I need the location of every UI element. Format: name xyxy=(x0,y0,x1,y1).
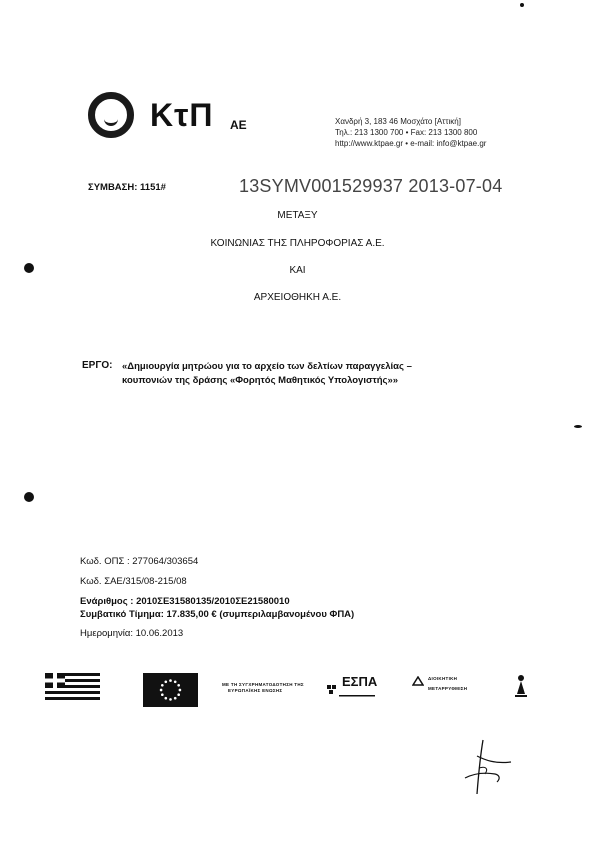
sae-code: Κωδ. ΣΑΕ/315/08-215/08 xyxy=(80,576,187,587)
scan-mark xyxy=(574,425,582,428)
contract-price: Συμβατικό Τίμημα: 17.835,00 € (συμπεριλαμβανομένου ΦΠΑ) xyxy=(80,609,355,620)
contract-date: Ημερομηνία: 10.06.2013 xyxy=(80,628,184,639)
between-label: ΜΕΤΑΞΥ xyxy=(277,210,318,221)
party-2: ΑΡΧΕΙΟΘΗΚΗ Α.Ε. xyxy=(253,292,342,303)
project-title-line-2: κουπονιών της δράσης «Φορητός Μαθητικός Υπολογιστής»» xyxy=(122,375,399,386)
eu-flag-icon xyxy=(143,673,198,707)
contract-label: ΣΥΜΒΑΣΗ: 1151# xyxy=(88,182,166,193)
espa-label: ΕΣΠΑ xyxy=(342,674,378,689)
address-line-2: Τηλ.: 213 1300 700 • Fax: 213 1300 800 xyxy=(335,128,478,137)
enarithmos: Ενάριθμος : 2010ΣΕ31580135/2010ΣΕ21580010 xyxy=(80,596,290,607)
project-title-line-1: «Δημιουργία μητρώου για το αρχείο των δελτίων παραγγελίας – xyxy=(122,361,412,372)
eu-text-line-1: ΜΕ ΤΗ ΣΥΓΧΡΗΜΑΤΟΔΟΤΗΣΗ ΤΗΣ xyxy=(222,682,304,687)
ops-code: Κωδ. ΟΠΣ : 277064/303654 xyxy=(80,556,199,567)
address-line-1: Χανδρή 3, 183 46 Μοσχάτο [Αττική] xyxy=(335,117,461,126)
scan-mark xyxy=(24,263,34,273)
admin-reform-logo-icon xyxy=(412,676,424,686)
signature-icon xyxy=(455,738,515,798)
address-line-3: http://www.ktpae.gr • e-mail: info@ktpae.gr xyxy=(335,139,487,148)
greek-flag-icon xyxy=(45,673,100,701)
registry-stamp: 13SYMV001529937 2013-07-04 xyxy=(239,176,503,196)
ktp-logo-icon xyxy=(88,92,134,138)
scan-mark xyxy=(24,492,34,502)
eu-text-line-2: ΕΥΡΩΠΑΪΚΗΣ ΕΝΩΣΗΣ xyxy=(228,688,283,693)
logo-suffix: ΑΕ xyxy=(230,118,247,132)
project-label: ΕΡΓΟ: xyxy=(82,360,113,371)
project-title xyxy=(122,360,512,388)
party-1: ΚΟΙΝΩΝΙΑΣ ΤΗΣ ΠΛΗΡΟΦΟΡΙΑΣ Α.Ε. xyxy=(210,238,385,249)
ministry-emblem-icon xyxy=(513,672,529,698)
and-label: ΚΑΙ xyxy=(289,265,306,276)
eu-cofunding-text xyxy=(222,682,304,694)
admin-text-line-2: ΜΕΤΑΡΡΥΘΜΙΣΗ xyxy=(428,686,468,691)
scan-mark xyxy=(520,3,524,7)
logo-name: ΚτΠ xyxy=(150,97,214,133)
admin-reform-text xyxy=(428,676,467,692)
admin-text-line-1: ΔΙΟΙΚΗΤΙΚΗ xyxy=(428,676,458,681)
